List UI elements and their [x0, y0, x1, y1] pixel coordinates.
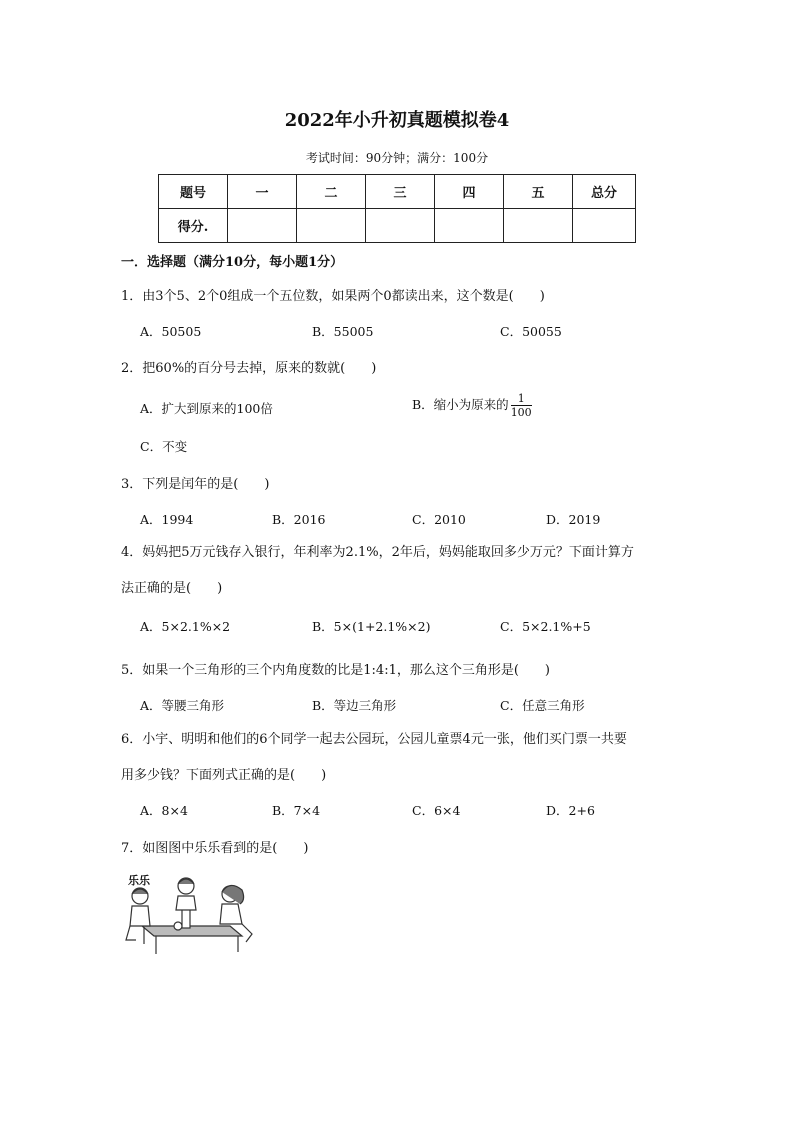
- q3-option-c: C．2010: [412, 512, 466, 527]
- fraction-numerator: 1: [511, 392, 532, 406]
- question-2: 2．把60%的百分号去掉，原来的数就( ): [121, 361, 377, 376]
- score-input-cell[interactable]: [366, 209, 435, 243]
- q2-option-b: [412, 392, 532, 419]
- q3-option-d: D．2019: [546, 512, 601, 527]
- exam-title: 2022年小升初真题模拟卷4: [284, 110, 510, 131]
- question-5: 5．如果一个三角形的三个内角度数的比是1:4:1，那么这个三角形是( ): [121, 663, 550, 678]
- score-header-cell: 四: [435, 175, 504, 209]
- children-around-table-illustration: [118, 870, 266, 956]
- q5-option-b: B．等边三角形: [312, 698, 397, 713]
- q6-option-c: C．6×4: [412, 803, 461, 818]
- score-header-cell: 五: [504, 175, 573, 209]
- score-header-cell: 题号: [159, 175, 228, 209]
- question-3: 3．下列是闰年的是( ): [121, 477, 270, 492]
- figure-label-lele: 乐乐: [128, 874, 150, 887]
- score-table-header-row: [159, 175, 636, 209]
- q2-option-b-label: B．缩小为原来的: [412, 397, 509, 412]
- question-6-line-1: 6．小宇、明明和他们的6个同学一起去公园玩，公园儿童票4元一张，他们买门票一共要: [121, 732, 627, 747]
- q2-option-a: A．扩大到原来的100倍: [140, 401, 273, 416]
- score-input-cell[interactable]: [228, 209, 297, 243]
- q1-option-a: A．50505: [140, 324, 202, 339]
- q5-option-c: C．任意三角形: [500, 698, 585, 713]
- q1-option-c: C．50055: [500, 324, 562, 339]
- exam-subtitle: 考试时间：90分钟；满分：100分: [305, 151, 489, 165]
- score-table: [158, 174, 636, 243]
- question-4-line-1: 4．妈妈把5万元钱存入银行，年利率为2.1%，2年后，妈妈能取回多少万元？下面计算方: [121, 545, 634, 560]
- score-header-cell: 总分: [573, 175, 636, 209]
- q4-option-a: A．5×2.1%×2: [140, 619, 231, 634]
- q1-option-b: B．55005: [312, 324, 374, 339]
- question-4-line-2: 法正确的是( ): [121, 581, 223, 596]
- score-input-cell[interactable]: [504, 209, 573, 243]
- score-header-cell: 三: [366, 175, 435, 209]
- fraction: [511, 392, 532, 419]
- score-table-score-row: [159, 209, 636, 243]
- score-input-cell[interactable]: [435, 209, 504, 243]
- q6-option-b: B．7×4: [272, 803, 321, 818]
- q6-option-d: D．2+6: [546, 803, 595, 818]
- score-input-cell[interactable]: [573, 209, 636, 243]
- score-input-cell[interactable]: [297, 209, 366, 243]
- section-heading: 一．选择题（满分10分，每小题1分）: [121, 255, 344, 270]
- score-header-cell: 一: [228, 175, 297, 209]
- q6-option-a: A．8×4: [140, 803, 188, 818]
- q2-option-c: C．不变: [140, 439, 188, 454]
- score-row-label: 得分.: [159, 209, 228, 243]
- q5-option-a: A．等腰三角形: [140, 698, 225, 713]
- fraction-denominator: 100: [510, 406, 532, 419]
- q3-option-b: B．2016: [272, 512, 326, 527]
- score-header-cell: 二: [297, 175, 366, 209]
- question-6-line-2: 用多少钱？下面列式正确的是( ): [121, 768, 327, 783]
- q4-option-c: C．5×2.1%+5: [500, 619, 591, 634]
- q4-option-b: B．5×(1+2.1%×2): [312, 619, 431, 634]
- question-1: 1．由3个5、2个0组成一个五位数，如果两个0都读出来，这个数是( ): [121, 289, 545, 304]
- q3-option-a: A．1994: [140, 512, 194, 527]
- question-7: 7．如图图中乐乐看到的是( ): [121, 841, 309, 856]
